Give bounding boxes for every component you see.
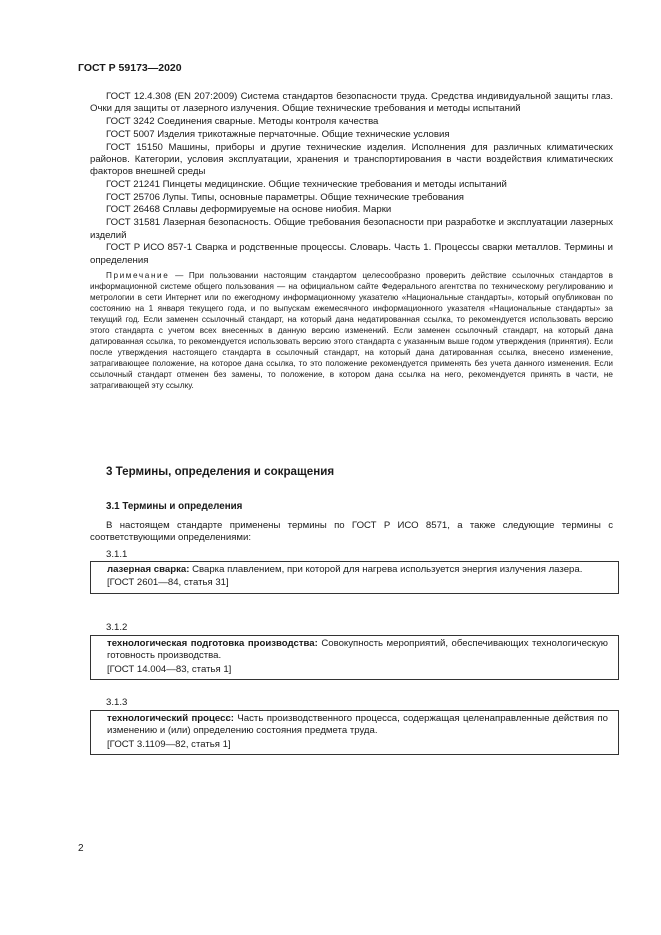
reference-item: ГОСТ Р ИСО 857-1 Сварка и родственные процессы. Словарь. Часть 1. Процессы сварки металлов. Термины и определения: [90, 242, 613, 266]
intro-paragraph: В настоящем стандарте применены термины по ГОСТ Р ИСО 8571, а также следующие термины с соответствующими определениями:: [90, 520, 613, 544]
section-title: 3 Термины, определения и сокращения: [106, 465, 335, 478]
reference-item: ГОСТ 12.4.308 (EN 207:2009) Система стандартов безопасности труда. Средства индивидуальной защиты глаз. Очки для защиты от лазерного излучения. Общие технические требования и методы испытаний: [90, 91, 613, 115]
reference-item: ГОСТ 25706 Лупы. Типы, основные параметры. Общие технические требования: [106, 191, 464, 203]
term-box: [90, 635, 619, 680]
term-name: лазерная сварка:: [107, 564, 190, 575]
subsection-title: 3.1 Термины и определения: [106, 501, 243, 512]
reference-item: ГОСТ 3242 Соединения сварные. Методы контроля качества: [106, 116, 379, 128]
term-source: [ГОСТ 14.004—83, статья 1]: [107, 663, 232, 675]
note-paragraph: [90, 270, 613, 391]
normative-references: [90, 91, 613, 391]
document-header: ГОСТ Р 59173—2020: [78, 62, 182, 74]
term-text: [107, 713, 608, 738]
note-text: — При пользовании настоящим стандартом целесообразно проверить действие ссылочных стандартов в информационной системе общего пользования — на официальном сайте Федерального агентства по техническому регулированию и метрологии в сети Интернет или по ежегодному информационному указателю «Национальные стандарты», который опубликован по состоянию на 1 января текущего года, и по выпускам ежемесячного информационного указателя «Национальные стандарты» за текущий год. Если заменен ссылочный стандарт, на который дана недатированная ссылка, то рекомендуется использовать версию этого стандарта с учетом всех внесенных в данную версию изменений. Если заменен ссылочный стандарт, на который дана датированная ссылка, то рекомендуется использовать версию этого стандарта с указанным выше годом утверждения (принятия). Если после утверждения настоящего стандарта в ссылочный стандарт, на который дана датированная ссылка, внесено изменение, затрагивающее положение, на которое дана ссылка, то это положение рекомендуется применять без учета данного изменения. Если ссылочный стандарт отменен без замены, то положение, в котором дана ссылка на него, рекомендуется принять в части, не затрагивающей эту ссылку.: [90, 271, 613, 391]
term-text: [107, 638, 608, 663]
reference-item: ГОСТ 26468 Сплавы деформируемые на основе ниобия. Марки: [106, 204, 392, 216]
reference-item: ГОСТ 31581 Лазерная безопасность. Общие требования безопасности при разработке и эксплуатации лазерных изделий: [90, 217, 613, 241]
term-number: 3.1.3: [106, 697, 128, 708]
term-number: 3.1.1: [106, 549, 128, 560]
term-name: технологический процесс:: [107, 713, 234, 724]
page-number: 2: [78, 843, 84, 854]
term-box: [90, 561, 619, 594]
term-source: [ГОСТ 3.1109—82, статья 1]: [107, 738, 231, 750]
term-source: [ГОСТ 2601—84, статья 31]: [107, 577, 229, 589]
term-definition: Часть производственного процесса, содержащая целенаправленные действия по изменению и (или) определению состояния предмета труда.: [107, 713, 608, 737]
term-box: [90, 710, 619, 755]
term-name: технологическая подготовка производства:: [107, 638, 318, 649]
term-number: 3.1.2: [106, 622, 128, 633]
note-label: Примечание: [106, 271, 170, 281]
reference-item: ГОСТ 5007 Изделия трикотажные перчаточные. Общие технические условия: [106, 128, 450, 140]
term-definition: Совокупность мероприятий, обеспечивающих технологическую готовность производства.: [107, 638, 608, 662]
reference-item: ГОСТ 21241 Пинцеты медицинские. Общие технические требования и методы испытаний: [106, 179, 507, 191]
term-text: [107, 564, 608, 576]
term-definition: Сварка плавлением, при которой для нагрева используется энергия излучения лазера.: [189, 564, 583, 575]
reference-item: ГОСТ 15150 Машины, приборы и другие технические изделия. Исполнения для различных климатических районов. Категории, условия эксплуатации, хранения и транспортирования в части воздействия климатических факторов внешней среды: [90, 141, 613, 178]
